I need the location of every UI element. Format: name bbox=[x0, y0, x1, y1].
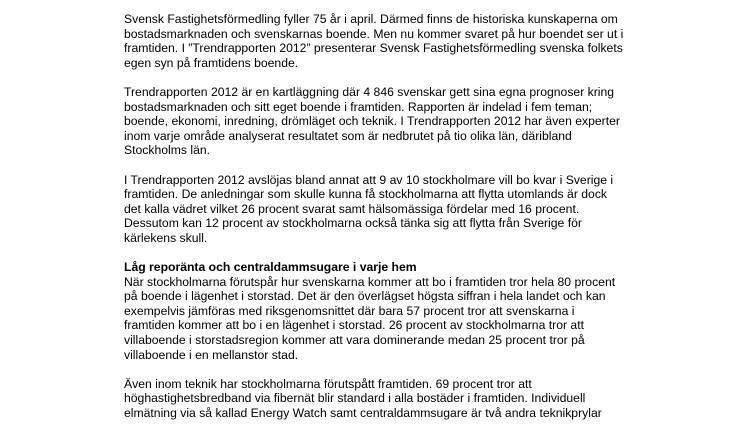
text-line: boende, ekonomi, inredning, drömläget och teknik. I Trendrapporten 2012 har även experter bbox=[124, 114, 620, 129]
text-line: bostadsmarknaden och svenskarnas boende. Men nu kommer svaret på hur boendet ser ut i bbox=[124, 26, 624, 41]
text-line: det kalla vädret vilket 26 procent svarat samt hälsomässiga fördelar med 16 procent. bbox=[124, 201, 580, 216]
text-line: Stockholms län. bbox=[124, 143, 211, 158]
text-line: kärlekens skull. bbox=[124, 230, 208, 245]
text-line: I Trendrapporten 2012 avslöjas bland annat att 9 av 10 stockholmare vill bo kvar i Sverige i bbox=[124, 172, 614, 187]
text-line: framtiden. I ”Trendrapporten 2012” presenterar Svensk Fastighetsförmedling svenska folkets bbox=[124, 41, 623, 56]
text-line: Trendrapporten 2012 är en kartläggning där 4 846 svenskar gett sina egna prognoser kring bbox=[124, 84, 615, 99]
text-line: egen syn på framtidens boende. bbox=[124, 55, 299, 70]
text-line: Dessutom kan 12 procent av stockholmarna också tänka sig att flytta från Sverige för bbox=[124, 216, 582, 231]
text-line: höghastighetsbredband via fibernät blir standard i alla bostäder i framtiden. Individuell bbox=[124, 391, 586, 406]
text-line: villaboende i storstadsregion kommer att vara dominerande medan 25 procent tror på bbox=[124, 333, 585, 348]
text-line: villaboende i en mellanstor stad. bbox=[124, 347, 299, 362]
text-line: Svensk Fastighetsförmedling fyller 75 år i april. Därmed finns de historiska kunskaperna om bbox=[124, 12, 618, 26]
text-line: framtiden. De anledningar som skulle kunna få stockholmarna att flytta utomlands är dock bbox=[124, 187, 608, 202]
text-line: bostadsmarknaden och sitt eget boende i framtiden. Rapporten är indelad i fem teman; bbox=[124, 99, 593, 114]
paragraph-technology bbox=[124, 377, 644, 421]
section-heading: Låg reporänta och centraldammsugare i varje hem bbox=[124, 260, 417, 275]
document-page bbox=[124, 12, 644, 435]
paragraph-housing-forecast bbox=[124, 260, 644, 362]
paragraph-stay-in-sweden bbox=[124, 173, 644, 246]
text-line: framtiden kommer att bo i en lägenhet i storstad. 26 procent av stockholmarna tror att bbox=[124, 318, 584, 333]
paragraph-report-overview bbox=[124, 85, 644, 158]
text-line: När stockholmarna förutspår hur svenskarna kommer att bo i framtiden tror hela 80 procent bbox=[124, 274, 616, 289]
text-line: exempelvis jämföras med riksgenomsnittet där bara 57 procent tror att svenskarna i bbox=[124, 303, 575, 318]
text-line: på boende i lägenhet i storstad. Det är den överlägset högsta siffran i hela landet och kan bbox=[124, 289, 606, 304]
text-line: Även inom teknik har stockholmarna förutspått framtiden. 69 procent tror att bbox=[124, 376, 532, 391]
paragraph-intro bbox=[124, 12, 644, 70]
text-line: inom varje område analyserat resultatet som är nedbrutet på tio olika län, däribland bbox=[124, 128, 572, 143]
text-line: elmätning via så kallad Energy Watch samt centraldammsugare är två andra teknikprylar bbox=[124, 406, 602, 421]
